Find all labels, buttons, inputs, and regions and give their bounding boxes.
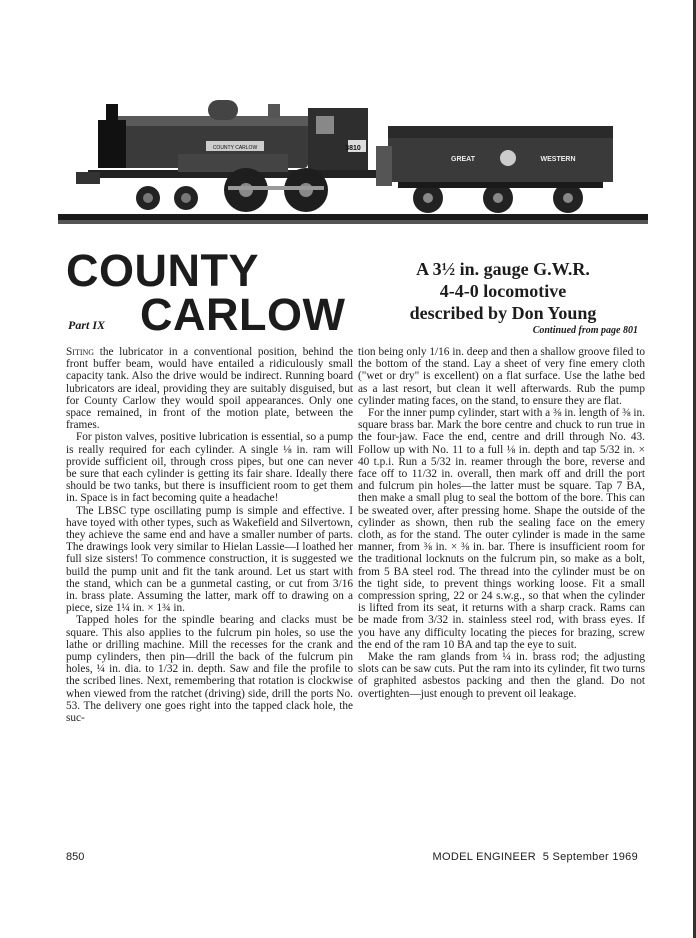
nameplate: COUNTY CARLOW [212, 145, 258, 151]
subtitle [368, 258, 638, 324]
tender-lettering-great: GREAT [451, 156, 475, 163]
title-county: COUNTY [66, 245, 259, 296]
drop-lead-word: Siting [66, 346, 95, 358]
publication-footer [433, 851, 638, 863]
page-number: 850 [66, 851, 85, 863]
paragraph-7: Make the ram glands from ¼ in. brass rod; the adjusting slots can be saw cuts. Put the ram into its cylinder, fit two turns of graphited asbestos packing and then the gland. Do not overtighten—just enough to prevent oil leakage. [358, 651, 645, 700]
subtitle-line-3: described by Don Young [409, 303, 597, 323]
part-label: Part IX [68, 318, 106, 332]
paragraph-3: The LBSC type oscillating pump is simple and effective. I have toyed with other types, such as Wakefield and Silvertown, they achieve the same end and have a smaller number of parts. The drawings look very similar to Hielan Lassie—I loathed her full size sisters! To commence construction, it is suggested we build the pump unit and fit the tank around. Let us start with the stand, which can be a gunmetal casting, or cut from 3/16 in. brass plate. Assuming the latter, mark off to drawing on a piece, size 1¼ in. × 1¾ in. [66, 504, 353, 615]
locomotive-photo [58, 86, 648, 236]
title-carlow: CARLOW [140, 289, 346, 340]
subtitle-line-2: 4-4-0 locomotive [439, 281, 567, 301]
paragraph-1-body: the lubricator in a conventional position, behind the front buffer beam, would have entailed a ridiculously small capacity tank. Also the drive would be indirect. Running board lubricators are ideal, providing they are suitably disguised, but for County Carlow they would spoil appearances. Only one space remained, in front of the motion plate, between the frames. [66, 346, 353, 432]
article-column-1 [66, 346, 353, 724]
continued-from: Continued from page 801 [532, 325, 638, 336]
paragraph-6: For the inner pump cylinder, start with a ⅜ in. length of ⅜ in. square brass bar. Mark the bore centre and chuck to run true in the four-jaw. Face the end, centre and drill through No. 43. Follow up with No. 11 to a full ⅛ in. depth and tap 5/32 in. × 40 t.p.i. Run a 5/32 in. reamer through the bore, reverse and face off to 11/32 in. overall, then mark off and drill the port and fulcrum pin holes—the latter must be square. Tap 7 BA, then make a small plug to seal the bottom of the bore. This can be sweated over, after pressing home. Shape the outside of the cylinder as shown, then rub the sealing face on the emery cloth, as for the stand. The outer cylinder is made in the same manner, from ⅜ in. × ⅜ in. bar. There is insufficient room for the traditional locknuts on the fulcrum pin, so make as a bolt, from 5 BA steel rod. The thread into the cylinder must be on the tight side, to prevent things working loose. Fit a small compression spring, 22 or 24 s.w.g., so that when the cylinder is lifted from its seat, it returns with a sharp crack. Rams can be made from 3/32 in. stainless steel rod, with brass eyes. If you have any difficulty locating the pieces for brazing, screw the end of the ram 10 BA and tap the eye to suit. [358, 407, 645, 651]
publication-date: 5 September 1969 [542, 851, 638, 863]
paragraph-5: tion being only 1/16 in. deep and then a shallow groove filed to the bottom of the stand. Lay a sheet of very fine emery cloth ("wet or dry" is excellent) on a flat surface. Use the lathe bed as a last resort, but clean it well afterwards. Rub the pump cylinder mating faces, on the stand, to ensure they are flat. [358, 346, 645, 407]
paragraph-2: For piston valves, positive lubrication is essential, so a pump is really required for each cylinder. A single ⅛ in. ram will provide sufficient oil, through cross pipes, but one can never be sure that each cylinder is getting its fair share. Ideally there should be two tanks, but there is insufficient room to get them in. Space is in fact becoming quite a headache! [66, 431, 353, 505]
paragraph-1 [66, 346, 353, 431]
subtitle-line-1: A 3½ in. gauge G.W.R. [416, 259, 590, 279]
article-column-2 [358, 346, 645, 700]
loco-number: 3810 [345, 145, 361, 152]
paragraph-4: Tapped holes for the spindle bearing and clacks must be square. This also applies to the fulcrum pin holes, so use the lathe or drilling machine. Mill the recesses for the crank and pump cylinders, then pin—drill the back of the fulcrum pin holes, ¼ in. dia. to 1/32 in. depth. Saw and file the profile to the scribed lines. Next, remembering that rotation is clockwise when viewed from the ratchet (driving) side, drill the ports No. 53. The delivery one goes right into the tapped clack hole, the suc- [66, 614, 353, 725]
publication-name: MODEL ENGINEER [432, 851, 536, 863]
tender-lettering-western: WESTERN [540, 156, 576, 163]
